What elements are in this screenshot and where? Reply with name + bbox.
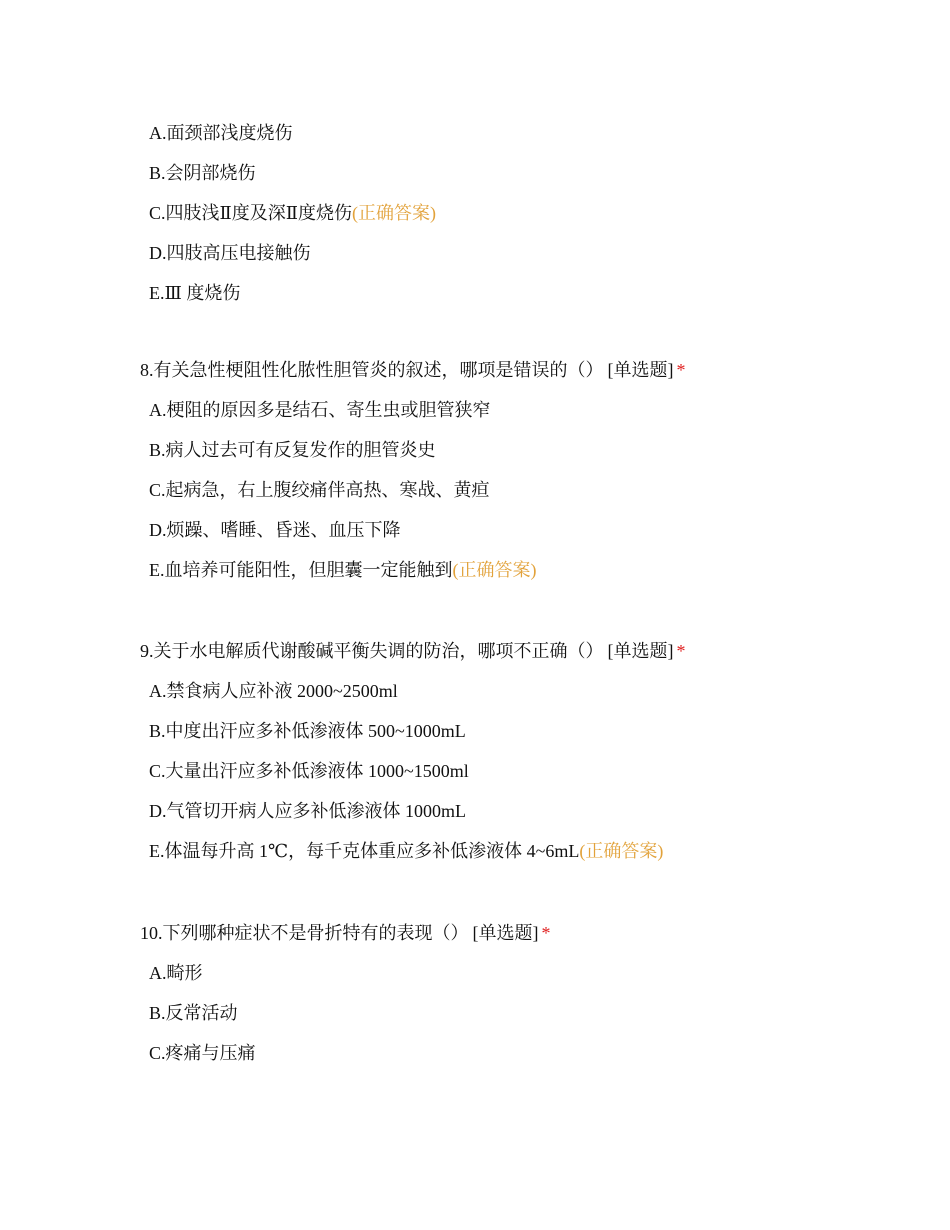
option-c [149,193,910,233]
option-b [149,993,910,1033]
question-7 [140,113,910,313]
question-title [140,357,910,383]
required-marker: * [541,923,551,943]
option-c [149,1033,910,1073]
option-text: D.四肢高压电接触伤 [149,243,311,263]
option-text: B.病人过去可有反复发作的胆管炎史 [149,440,436,460]
correct-answer-mark: (正确答案) [351,203,436,223]
question-text: 8.有关急性梗阻性化脓性胆管炎的叙述，哪项是错误的（） [140,360,604,380]
option-e [149,550,910,590]
option-e [149,831,910,871]
option-text: E.血培养可能阳性，但胆囊一定能触到 [149,560,453,580]
question-9 [140,638,910,871]
option-text: D.气管切开病人应多补低渗液体 1000mL [149,801,466,821]
option-c [149,751,910,791]
option-text: E.Ⅲ 度烧伤 [149,283,241,303]
option-d [149,510,910,550]
option-text: C.大量出汗应多补低渗液体 1000~1500ml [149,761,469,781]
option-d [149,233,910,273]
option-text: C.疼痛与压痛 [149,1043,256,1063]
option-text: A.梗阻的原因多是结石、寄生虫或胆管狭窄 [149,400,491,420]
correct-answer-mark: (正确答案) [579,841,664,861]
option-c [149,470,910,510]
required-marker: * [676,360,686,380]
option-text: C.四肢浅Ⅱ度及深Ⅱ度烧伤 [149,203,352,223]
option-b [149,430,910,470]
option-d [149,791,910,831]
option-e [149,273,910,313]
question-type: [单选题] [607,641,674,661]
option-text: D.烦躁、嗜睡、昏迷、血压下降 [149,520,401,540]
question-text: 9.关于水电解质代谢酸碱平衡失调的防治，哪项不正确（） [140,641,604,661]
option-a [149,390,910,430]
option-b [149,711,910,751]
question-text: 10.下列哪种症状不是骨折特有的表现（） [140,923,469,943]
option-a [149,671,910,711]
question-10 [140,920,910,1073]
option-text: B.反常活动 [149,1003,238,1023]
option-text: A.禁食病人应补液 2000~2500ml [149,681,398,701]
option-text: A.面颈部浅度烧伤 [149,123,293,143]
option-a [149,953,910,993]
question-title [140,638,910,664]
option-text: B.中度出汗应多补低渗液体 500~1000mL [149,721,466,741]
correct-answer-mark: (正确答案) [452,560,537,580]
question-type: [单选题] [607,360,674,380]
option-text: A.畸形 [149,963,203,983]
option-b [149,153,910,193]
option-text: E.体温每升高 1℃，每千克体重应多补低渗液体 4~6mL [149,841,580,861]
option-text: C.起病急，右上腹绞痛伴高热、寒战、黄疸 [149,480,490,500]
question-8 [140,357,910,590]
option-a [149,113,910,153]
option-text: B.会阴部烧伤 [149,163,256,183]
question-type: [单选题] [472,923,539,943]
question-title [140,920,910,946]
required-marker: * [676,641,686,661]
